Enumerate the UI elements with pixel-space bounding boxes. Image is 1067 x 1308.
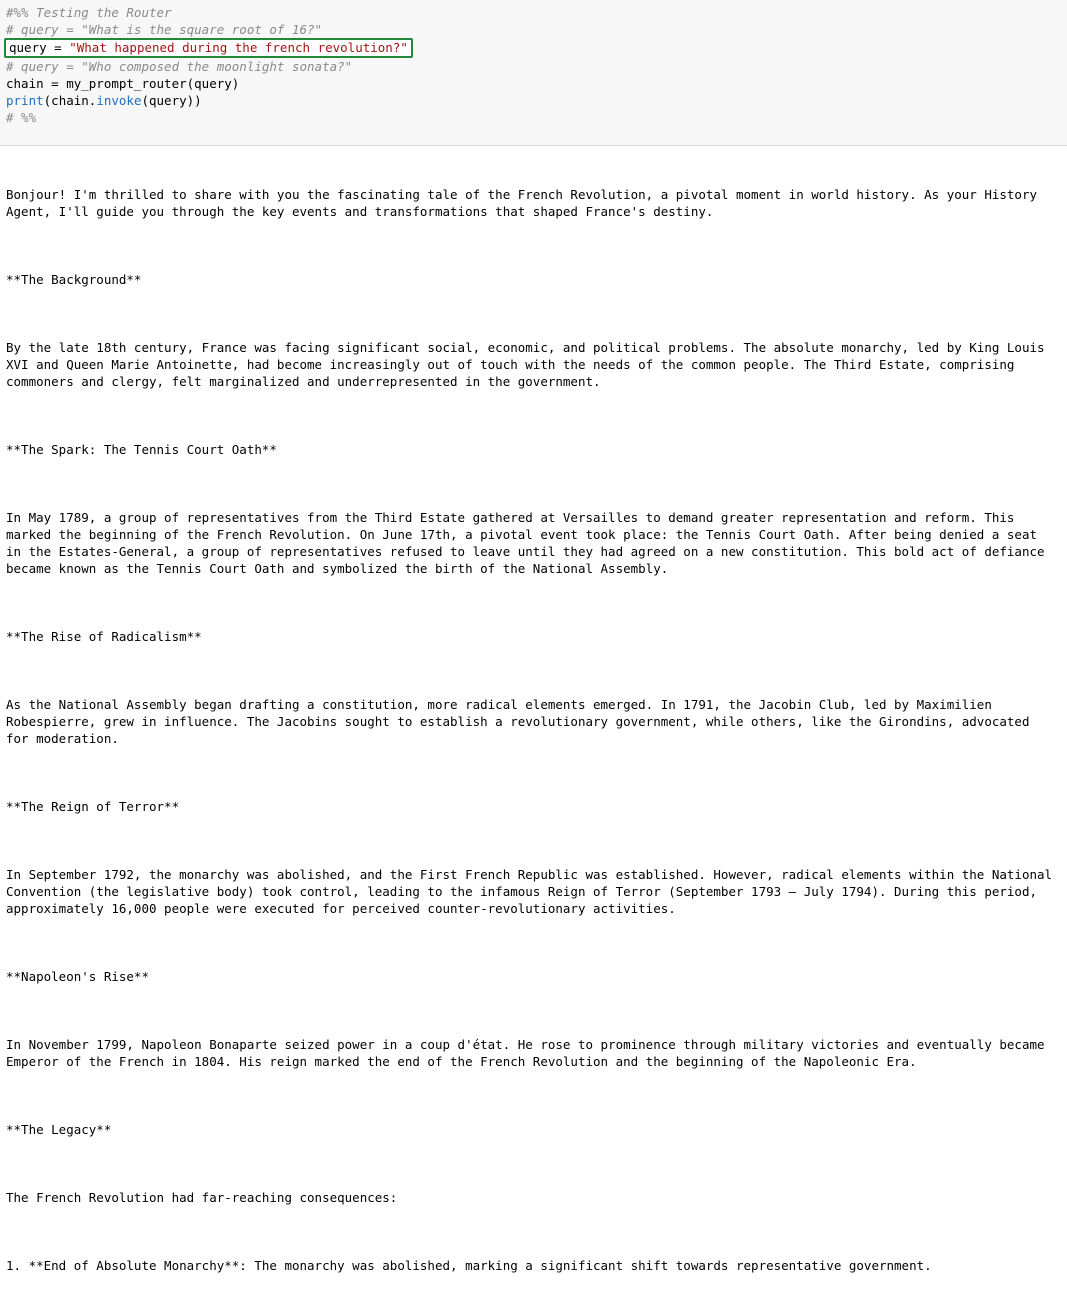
query-assign-operator: = [46, 40, 70, 55]
output-paragraph: In November 1799, Napoleon Bonaparte seized power in a coup d'état. He rose to prominence through military victories and eventually became Emperor of the French in 1804. His reign marked the end of the French Revolution and the beginning of the Napoleonic Era. [6, 1037, 1053, 1069]
print-args-prefix: (chain. [43, 93, 97, 108]
output-paragraph: The French Revolution had far-reaching consequences: [6, 1190, 398, 1205]
output-paragraph: By the late 18th century, France was facing significant social, economic, and political problems. The absolute monarchy, led by King Louis XVI and Queen Marie Antoinette, had become increasingly out of touch with the needs of the common people. The Third Estate, comprising commoners and clergy, felt marginalized and underrepresented in the government. [6, 340, 1053, 389]
highlighted-query-line-wrapper [0, 38, 1067, 58]
output-paragraph: **The Spark: The Tennis Court Oath** [6, 442, 277, 457]
output-paragraph: Bonjour! I'm thrilled to share with you the fascinating tale of the French Revolution, a pivotal moment in world history. As your History Agent, I'll guide you through the key events and transformations that shaped France's destiny. [6, 187, 1045, 219]
output-paragraph: In May 1789, a group of representatives from the Third Estate gathered at Versailles to demand greater representation and reform. This marked the beginning of the French Revolution. On June 17th, a pivotal event took place: the Tennis Court Oath. After being denied a seat in the Estates-General, a group of representatives refused to leave until they had agreed on a new constitution. This bold act of defiance became known as the Tennis Court Oath and symbolized the birth of the National Assembly. [6, 510, 1053, 576]
highlighted-query-line[interactable] [4, 38, 413, 58]
output-paragraph: As the National Assembly began drafting a constitution, more radical elements emerged. In 1791, the Jacobin Club, led by Maximilien Robespierre, grew in influence. The Jacobins sought to establish a revolutionary government, while others, like the Girondins, advocated for moderation. [6, 697, 1038, 746]
output-paragraph: **The Rise of Radicalism** [6, 629, 202, 644]
output-paragraph: **Napoleon's Rise** [6, 969, 149, 984]
cell-output [0, 146, 1060, 1308]
code-line-chain-assign: chain = my_prompt_router(query) [6, 76, 240, 91]
code-cell[interactable] [0, 0, 1067, 146]
code-line-next-cell-marker: # %% [6, 110, 37, 125]
code-line-commented-query-2: # query = "Who composed the moonlight sonata?" [6, 59, 353, 74]
output-paragraph: In September 1792, the monarchy was abolished, and the First French Republic was established. However, radical elements within the National Convention (the legislative body) took control, leading to the infamous Reign of Terror (September 1793 – July 1794). During this period, approximately 16,000 people were executed for perceived counter-revolutionary activities. [6, 867, 1060, 916]
query-string-value: "What happened during the french revolution?" [69, 40, 408, 55]
output-paragraph: 1. **End of Absolute Monarchy**: The monarchy was abolished, marking a significant shift towards representative government. [6, 1258, 932, 1273]
output-paragraph: **The Legacy** [6, 1122, 112, 1137]
invoke-method: invoke [96, 93, 142, 108]
print-args-suffix: (query)) [141, 93, 202, 108]
output-paragraph: **The Background** [6, 272, 142, 287]
code-line-commented-query-1: # query = "What is the square root of 16?" [6, 22, 323, 37]
print-builtin: print [6, 93, 44, 108]
code-line-print-invoke [0, 92, 1067, 109]
code-line-cell-marker: #%% Testing the Router [6, 5, 172, 20]
output-paragraph: **The Reign of Terror** [6, 799, 180, 814]
query-variable-name: query [9, 40, 47, 55]
